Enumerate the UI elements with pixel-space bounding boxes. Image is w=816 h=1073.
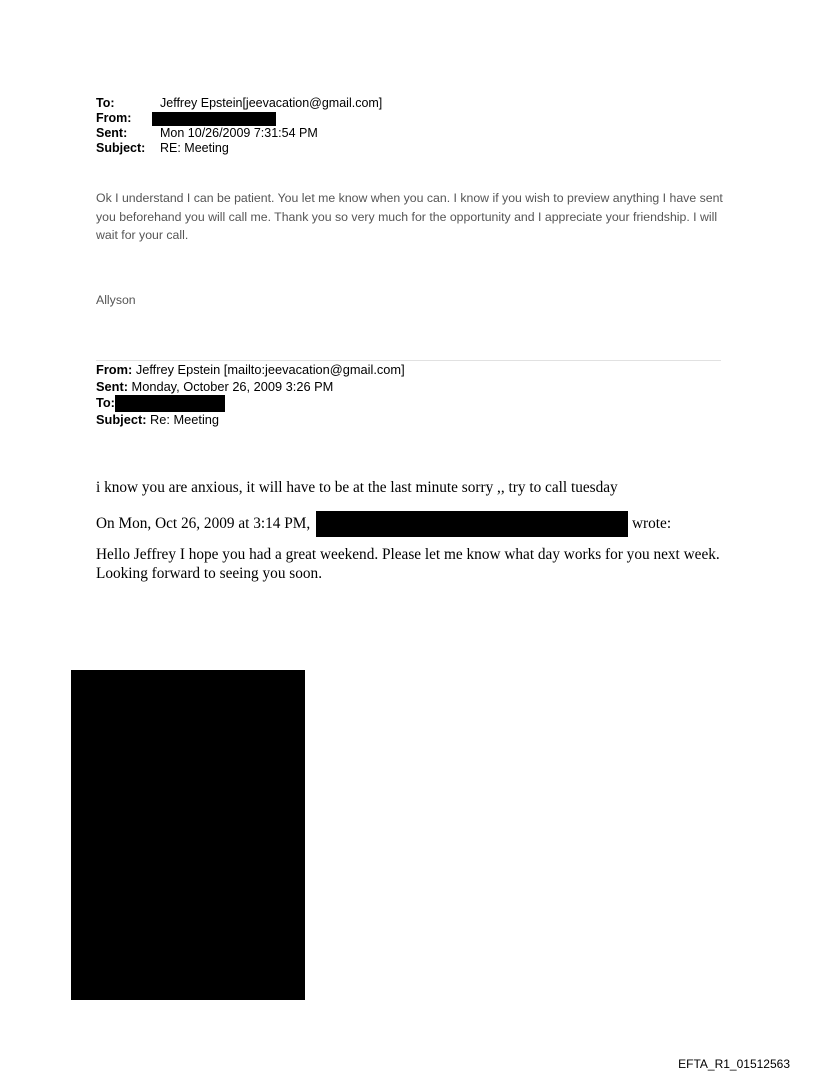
quoted-to-row <box>96 395 405 412</box>
quoted-sent-value: Monday, October 26, 2009 3:26 PM <box>128 378 334 394</box>
quoted-message: i know you are anxious, it will have to be at the last minute sorry ,, try to call tuesday <box>96 479 618 496</box>
reply-body: Ok I understand I can be patient. You let me know when you can. I know if you wish to preview anything I have sent you beforehand you will call me. Thank you so very much for the opportunity and I appreciate your friendship. I will wait for your call. <box>96 191 723 242</box>
quoted-from-value: Jeffrey Epstein [mailto:jeevacation@gmail.com] <box>132 362 405 378</box>
attribution-suffix: wrote: <box>628 514 672 532</box>
from-label: From: <box>96 111 132 126</box>
subject-row <box>96 141 382 156</box>
quoted-subject-value: Re: Meeting <box>146 411 220 427</box>
quoted-sent-row <box>96 379 405 396</box>
to-value: Jeffrey Epstein[jeevacation@gmail.com] <box>160 96 383 111</box>
sent-row <box>96 126 382 141</box>
document-id: EFTA_R1_01512563 <box>678 1057 790 1071</box>
quoted-subject-row <box>96 412 405 429</box>
quoted-from-row <box>96 362 405 379</box>
divider <box>96 360 721 361</box>
sender-redaction <box>316 511 628 537</box>
quoted-to-redaction <box>115 395 225 412</box>
subject-value: RE: Meeting <box>160 141 229 156</box>
signature: Allyson <box>96 293 136 307</box>
sent-label: Sent: <box>96 126 128 141</box>
to-row <box>96 96 382 111</box>
quoted-sent-label: Sent: <box>96 378 128 394</box>
quoted-from-label: From: <box>96 362 133 378</box>
quoted-header <box>96 362 405 428</box>
quoted-to-label: To: <box>96 395 115 411</box>
image-redaction <box>71 670 305 1000</box>
from-redaction <box>152 112 276 126</box>
from-row <box>96 111 382 126</box>
sent-value: Mon 10/26/2009 7:31:54 PM <box>160 126 318 141</box>
original-message: Hello Jeffrey I hope you had a great weekend. Please let me know what day works for you next week. Looking forward to seeing you soon. <box>96 546 720 582</box>
email-header <box>96 96 382 156</box>
attribution-prefix: On Mon, Oct 26, 2009 at 3:14 PM, <box>96 514 311 532</box>
to-label: To: <box>96 96 115 111</box>
subject-label: Subject: <box>96 141 146 156</box>
attribution-line <box>96 511 736 537</box>
quoted-subject-label: Subject: <box>96 411 147 427</box>
